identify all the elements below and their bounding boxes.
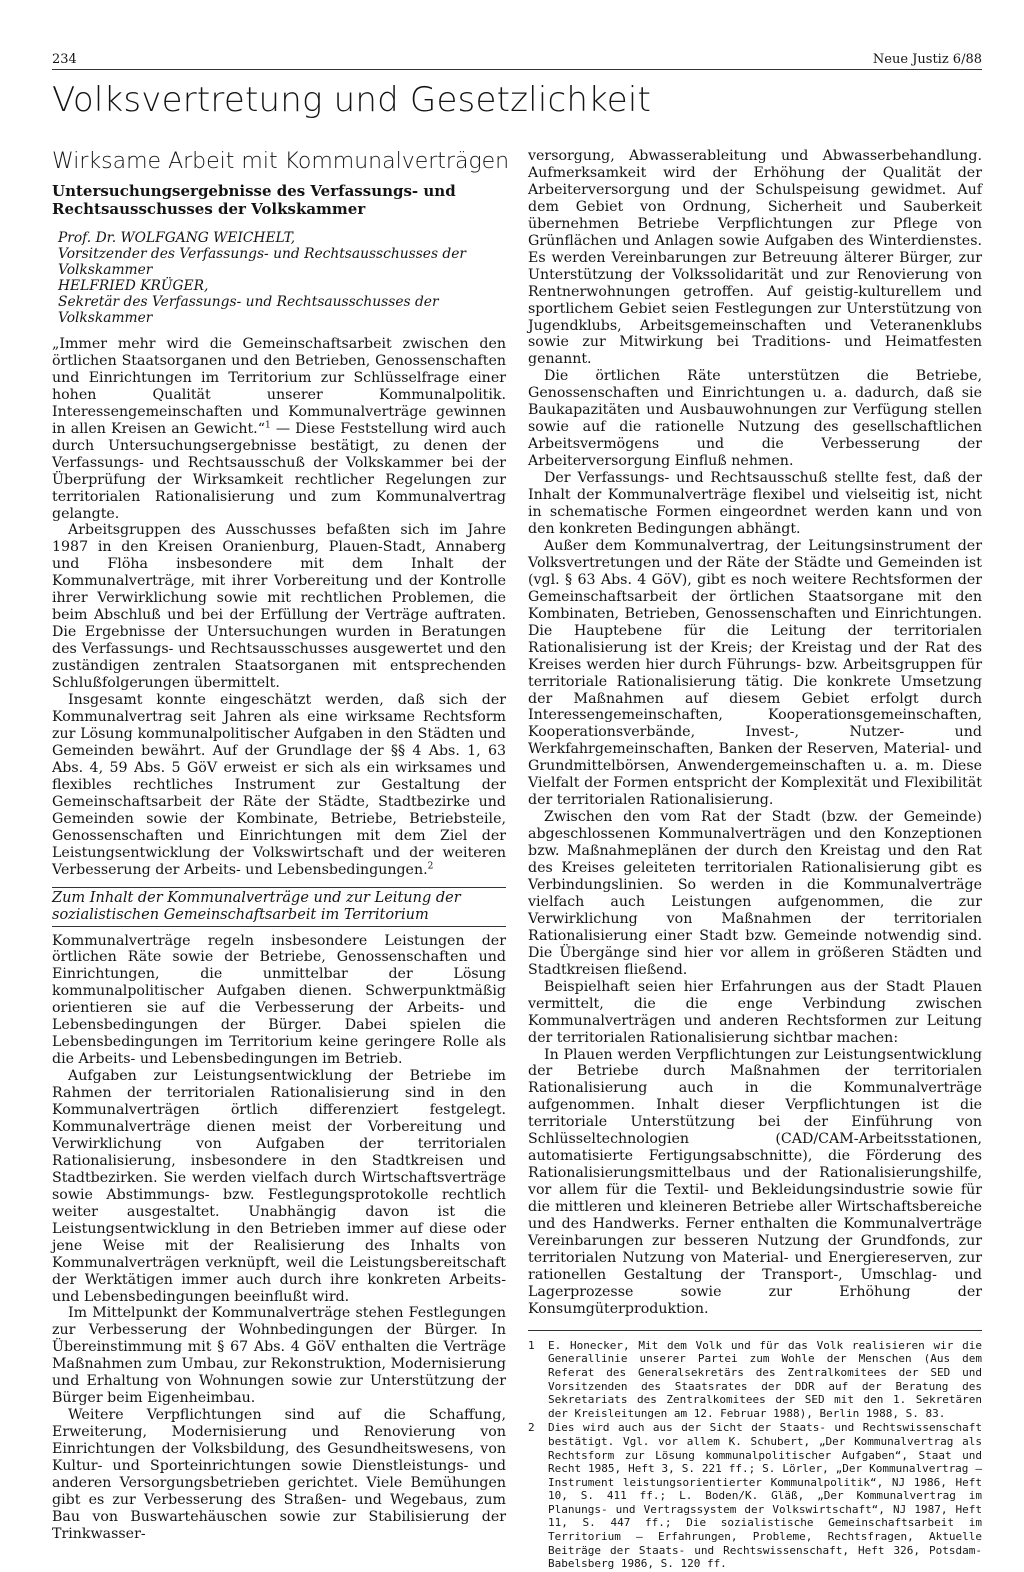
author-name: Prof. Dr. WOLFGANG WEICHELT,	[58, 230, 296, 246]
paragraph: Im Mittelpunkt der Kommunalverträge stehen Festlegungen zur Verbesserung der Wohnbedingungen der Bürger. In Übereinstimmung mit § 67 Abs. 4 GöV enthalten die Verträge Maßnahmen zum Umbau, zur Rekonstruktion, Modernisierung und Erhaltung von Wohnungen sowie zur Unterstützung der Bürger beim Eigenheimbau.	[52, 1305, 506, 1407]
author-block	[52, 230, 506, 326]
paragraph: Beispielhaft seien hier Erfahrungen aus der Stadt Plauen vermittelt, die die enge Verbindung zwischen Kommunalverträgen und anderen Rechtsformen zur Leitung der territorialen Rationalisierung sichtbar machen:	[528, 978, 982, 1046]
footnote	[528, 1339, 982, 1421]
paragraph	[52, 336, 506, 522]
paragraph: versorgung, Abwasserableitung und Abwasserbehandlung. Aufmerksamkeit wird der Erhöhung der Qualität der Arbeiterversorgung und der Schulspeisung gewidmet. Auf dem Gebiet von Ordnung, Sicherheit und Sauberkeit übernehmen Betriebe Verpflichtungen zur Pflege von Grünflächen und Anlagen sowie Aufgaben des Winterdienstes. Es werden Vereinbarungen zur Betreuung älterer Bürger, zur Unterstützung der Volkssolidarität und zur Renovierung von Rentnerwohnungen getroffen. Auf geistig-kulturellem und sportlichem Gebiet seien Festlegungen zur Unterstützung von Jugendklubs, Arbeitsgemeinschaften und Veteranenklubs sowie zur Mitwirkung bei Traditions- und Heimatfesten genannt.	[528, 148, 982, 368]
footnote-number: 2	[528, 1421, 535, 1435]
paragraph: Zwischen den vom Rat der Stadt (bzw. der Gemeinde) abgeschlossenen Kommunalverträgen und den Konzeptionen bzw. Maßnahmeplänen der durch den Kreistag und den Rat des Kreises geleiteten territorialen Rationalisierung gibt es Verbindungslinien. So werden in die Kommunalverträge vielfach auch Leistungen aufgenommen, die zur Verwirklichung von Maßnahmen der territorialen Rationalisierung einer Stadt bzw. Gemeinde notwendig sind. Die Übergänge sind hier vor allem in größeren Städten und Stadtkreisen fließend.	[528, 809, 982, 978]
paragraph: Aufgaben zur Leistungsentwicklung der Betriebe im Rahmen der territorialen Rationalisierung sind in den Kommunalverträgen örtlich differenziert festgelegt. Kommunalverträge dienen meist der Vorbereitung und Verwirklichung von Aufgaben der territorialen Rationalisierung, insbesondere in den Stadtkreisen und Stadtbezirken. Sie werden vielfach durch Wirtschaftsverträge sowie Abstimmungs- bzw. Festlegungsprotokolle rechtlich weiter ausgestaltet. Unabhängig davon ist die Leistungsentwicklung in den Betrieben immer auf diese oder jene Weise mit der Realisierung des Inhalts von Kommunalverträgen verknüpft, weil die Leistungsbereitschaft der Werktätigen immer auch durch ihre konkreten Arbeits- und Lebensbedingungen beeinflußt wird.	[52, 1068, 506, 1305]
footnote-text: Dies wird auch aus der Sicht der Staats- und Rechtswissenschaft bestätigt. Vgl. vor allem K. Schubert, „Der Kommunalvertrag als Rechtsform zur Lösung kommunalpolitischer Aufgaben“, Staat und Recht 1985, Heft 3, S. 221 ff.; S. Lörler, „Der Kommunalvertrag – Instrument leistungsorientierter Kommunalpolitik“, NJ 1986, Heft 10, S. 411 ff.; L. Boden/K. Gläß, „Der Kommunalvertrag im Planungs- und Vertragssystem der Volkswirtschaft“, NJ 1987, Heft 11, S. 447 ff.; Die sozialistische Gemeinschaftsarbeit im Territorium – Erfahrungen, Probleme, Rechtsfragen, Aktuelle Beiträge der Staats- und Rechtswissenschaft, Heft 326, Potsdam-Babelsberg 1986, S. 120 ff.	[548, 1421, 982, 1571]
article-title: Wirksame Arbeit mit Kommunalverträgen	[52, 149, 510, 174]
author-name: HELFRIED KRÜGER,	[58, 278, 209, 294]
right-column	[528, 148, 982, 1572]
article-subtitle: Untersuchungsergebnisse des Verfassungs- und Rechtsausschusses der Volkskammer	[52, 182, 456, 218]
section-title: Volksvertretung und Gesetzlichkeit	[52, 80, 652, 120]
footnote-ref: 1	[264, 420, 271, 431]
paragraph-text: Insgesamt konnte eingeschätzt werden, daß sich der Kommunalvertrag seit Jahren als eine wirksame Rechtsform zur Lösung kommunalpolitischer Aufgaben in den Städten und Gemeinden bewährt. Auf der Grundlage der §§ 4 Abs. 1, 63 Abs. 4, 59 Abs. 5 GöV erweist er sich als ein wirksames und flexibles rechtliches Instrument zur Gestaltung der Gemeinschaftsarbeit der Räte der Städte, Stadtbezirke und Gemeinden sowie der Kombinate, Betriebe, Betriebsteile, Genossenschaften und Einrichtungen mit dem Ziel der Leistungsentwicklung der Volkswirtschaft und der weiteren Verbesserung der Arbeits- und Lebensbedingungen.	[52, 692, 506, 878]
quote-text: „Immer mehr wird die Gemeinschaftsarbeit zwischen den örtlichen Staatsorganen und den Betrieben, Genossenschaften und Einrichtungen im Territorium zur Schlüsselfrage einer hohen Qualität unserer Kommunalpolitik. Interessengemeinschaften und Kommunalverträge gewinnen in allen Kreisen an Gewicht.“	[52, 336, 506, 437]
paragraph: Die örtlichen Räte unterstützen die Betriebe, Genossenschaften und Einrichtungen u. a. dadurch, daß sie Baukapazitäten und Ausbauwohnungen zur Verfügung stellen sowie auf die rationelle Nutzung des gesellschaftlichen Arbeitsvermögens und die Verbesserung der Arbeiterversorgung Einfluß nehmen.	[528, 368, 982, 470]
paragraph: In Plauen werden Verpflichtungen zur Leistungsentwicklung der Betriebe durch Maßnahmen der territorialen Rationalisierung auch in die Kommunalverträge aufgenommen. Inhalt dieser Verpflichtungen ist die territoriale Unterstützung bei der Einführung von Schlüsseltechnologien (CAD/CAM-Arbeitsstationen, automatisierte Fertigungsabschnitte), die Förderung des Rationalisierungsmittelbaus und der Rationalisierungshilfe, vor allem für die Textil- und Bekleidungsindustrie sowie für die mittleren und kleineren Betriebe aller Wirtschaftsbereiche und des Handwerks. Ferner enthalten die Kommunalverträge Vereinbarungen zur besseren Nutzung der Grundfonds, zur territorialen Nutzung von Material- und Energiereserven, zur rationellen Gestaltung der Transport-, Umschlag- und Lagerprozesse sowie zur Erhöhung der Konsumgüterproduktion.	[528, 1046, 982, 1317]
left-column	[52, 148, 510, 1543]
footnote-text: E. Honecker, Mit dem Volk und für das Volk realisieren wir die Generallinie unserer Partei zum Wohle der Menschen (Aus dem Referat des Generalsekretärs des Zentralkomitees der SED und Vorsitzenden des Staatsrates der DDR auf der Beratung des Sekretariats des Zentralkomitees der SED mit den 1. Sekretären der Kreisleitungen am 12. Februar 1988), Berlin 1988, S. 83.	[548, 1338, 982, 1420]
paragraph	[52, 692, 506, 878]
paragraph: Der Verfassungs- und Rechtsausschuß stellte fest, daß der Inhalt der Kommunalverträge flexibel und vielseitig ist, nicht in schematische Formen eingeordnet werden kann und von den konkreten Bedingungen abhängt.	[528, 470, 982, 537]
paragraph: Kommunalverträge regeln insbesondere Leistungen der örtlichen Räte sowie der Betriebe, Genossenschaften und Einrichtungen, die unmittelbar der Lösung kommunalpolitischer Aufgaben dienen. Schwerpunktmäßig orientieren sie auf die Verbesserung der Arbeits- und Lebensbedingungen der Bürger. Dabei spielen die Lebensbedingungen im Territorium keine geringere Rolle als die Arbeits- und Lebensbedingungen im Betrieb.	[52, 932, 506, 1068]
footnote-number: 1	[528, 1338, 535, 1352]
page-number: 234	[52, 52, 77, 67]
footnotes	[528, 1330, 982, 1571]
paragraph: Arbeitsgruppen des Ausschusses befaßten sich im Jahre 1987 in den Kreisen Oranienburg, Plauen-Stadt, Annaberg und Flöha insbesondere mit dem Inhalt der Kommunalverträge, mit ihrer Vorbereitung und der Kontrolle ihrer Verwirklichung sowie mit rechtlichen Problemen, die beim Abschluß und bei der Erfüllung der Verträge auftraten. Die Ergebnisse der Untersuchungen wurden in Beratungen des Verfassungs- und Rechtsausschusses ausgewertet und den zuständigen zentralen Staatsorganen mit entsprechenden Schlußfolgerungen übermittelt.	[52, 522, 506, 692]
author-role: Vorsitzender des Verfassungs- und Rechtsausschusses der Volkskammer	[58, 246, 467, 278]
journal-reference: Neue Justiz 6/88	[872, 52, 982, 67]
subheading: Zum Inhalt der Kommunalverträge und zur Leitung der sozialistischen Gemeinschaftsarbeit im Territorium	[52, 887, 506, 927]
paragraph-text: — Diese Feststellung wird auch durch Untersuchungsergebnisse bestätigt, zu denen der Verfassungs- und Rechtsausschuß der Volkskammer bei der Überprüfung der Wirksamkeit rechtlicher Regelungen zur territorialen Rationalisierung und zum Kommunalvertrag gelangte.	[52, 420, 506, 522]
author-role: Sekretär des Verfassungs- und Rechtsausschusses der Volkskammer	[58, 294, 439, 326]
paragraph: Außer dem Kommunalvertrag, der Leitungsinstrument der Volksvertretungen und der Räte der Städte und Gemeinden ist (vgl. § 63 Abs. 4 GöV), gibt es noch weitere Rechtsformen der Gemeinschaftsarbeit der örtlichen Staatsorgane mit den Kombinaten, Betrieben, Genossenschaften und Einrichtungen. Die Hauptebene für die Leitung der territorialen Rationalisierung ist der Kreis; der Kreistag und der Rat des Kreises werden hier durch Führungs- bzw. Arbeitsgruppen für territoriale Rationalisierung tätig. Die konkrete Umsetzung der Maßnahmen auf diesem Gebiet erfolgt durch Interessengemeinschaften, Kooperationsgemeinschaften, Kooperationsverbände, Invest-, Nutzer- und Werkfahrgemeinschaften, Banken der Reserven, Material- und Grundmittelbörsen, Anwendergemeinschaften u. a. m. Diese Vielfalt der Formen entspricht der Komplexität und Flexibilität der territorialen Rationalisierung.	[528, 537, 982, 809]
page-header	[52, 52, 982, 70]
footnote-ref: 2	[427, 860, 434, 871]
paragraph: Weitere Verpflichtungen sind auf die Schaffung, Erweiterung, Modernisierung und Renovierung von Einrichtungen der Volksbildung, des Gesundheitswesens, von Kultur- und Sporteinrichtungen sowie Dienstleistungs- und anderen Versorgungsbetrieben gerichtet. Viele Bemühungen gibt es zur Verbesserung des Straßen- und Wegebaus, zum Bau von Buswartehäuschen sowie zur Stabilisierung der Trinkwasser-	[52, 1407, 506, 1542]
footnote	[528, 1421, 982, 1571]
